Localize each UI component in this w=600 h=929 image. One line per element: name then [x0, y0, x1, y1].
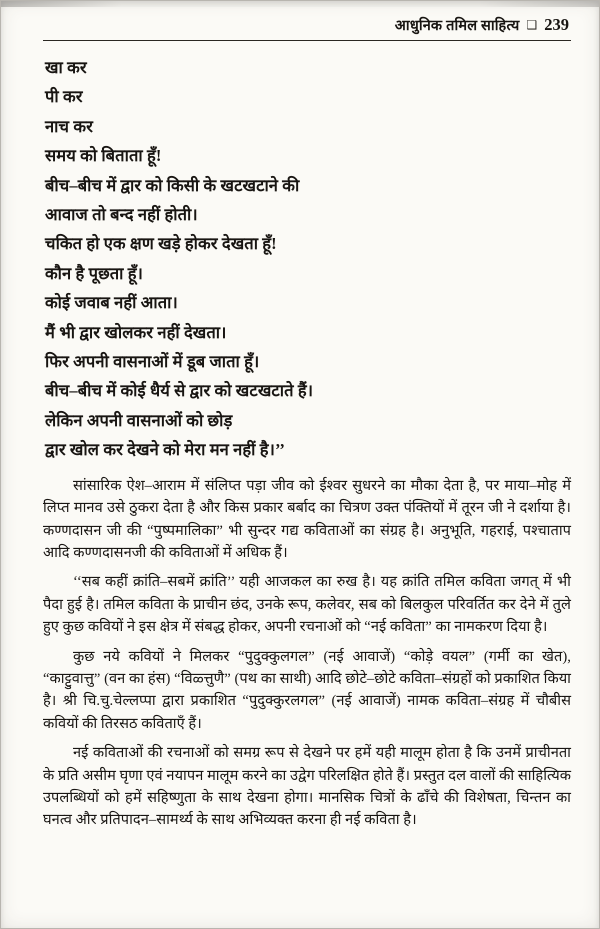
- poem-line: खा कर: [45, 58, 87, 77]
- page-number: 239: [544, 15, 569, 34]
- poem-line: समय को बिताता हूँ!: [45, 146, 162, 166]
- poem-line: कौन है पूछता हूँ।: [45, 263, 143, 283]
- poem-line: बीच–बीच में द्वार को किसी के खटखटाने की: [45, 175, 300, 195]
- poem-block: [43, 53, 571, 465]
- prose-block: [43, 475, 571, 832]
- paragraph: नई कविताओं की रचनाओं को समग्र रूप से देखने पर हमें यही मालूम होता है कि उनमें प्राचीनता के प्रति असीम घृणा एवं नयापन मालूम करने का उद्वेग परिलक्षित होते हैं। प्रस्तुत दल वालों की साहित्यिक उपलब्धियों को हमें सहिष्णुता के साथ देखना होगा। मानसिक चित्रों के ढाँचे की विशेषता, चिन्तन का घनत्व और प्रतिपादन–सामर्थ्य के साथ अभिव्यक्त करना ही नई कविता है।: [43, 745, 571, 829]
- poem-line: द्वार खोल कर देखने को मेरा मन नहीं है।’’: [45, 440, 285, 460]
- running-head-title: आधुनिक तमिल साहित्य: [394, 18, 520, 34]
- square-bullet-icon: ❑: [526, 18, 538, 32]
- poem-line: फिर अपनी वासनाओं में डूब जाता हूँ।: [45, 352, 260, 372]
- poem-line: मैं भी द्वार खोलकर नहीं देखता।: [45, 322, 227, 342]
- poem-line: नाच कर: [45, 116, 93, 136]
- poem-line: लेकिन अपनी वासनाओं को छोड़: [45, 410, 233, 430]
- poem-line: चकित हो एक क्षण खड़े होकर देखता हूँ!: [45, 234, 277, 254]
- poem-line: बीच–बीच में कोई धैर्य से द्वार को खटखटाते हैं।: [45, 381, 314, 401]
- scan-edge-artifact: [1, 1, 599, 7]
- poem-line: आवाज तो बन्द नहीं होती।: [45, 205, 198, 225]
- paragraph: कुछ नये कवियों ने मिलकर “पुदुक्कुलगल” (नई आवाजें) “कोड़े वयल” (गर्मी का खेत), “काट्टुवात्तु” (वन का हंस) “विळ्त्तुणै” (पथ का साथी) आदि छोटे–छोटे कविता–संग्रहों को प्रकाशित किया है। श्री चि.चु.चेल्लप्पा द्वारा प्रकाशित “पुदुक्कुरलगल” (नई आवाजें) नामक कविता–संग्रह में चौबीस कवियों की तिरसठ कविताएँ हैं।: [43, 648, 571, 732]
- running-head: [43, 11, 571, 35]
- poem-line: कोई जवाब नहीं आता।: [45, 293, 178, 313]
- poem-line: पी कर: [45, 87, 83, 107]
- header-rule: [43, 40, 571, 41]
- paragraph: सांसारिक ऐश–आराम में संलिप्त पड़ा जीव को ईश्वर सुधरने का मौका देता है, पर माया–मोह में लिप्त मानव उसे ठुकरा देता है और किस प्रकार बर्बाद का चित्रण उक्त पंक्तियों में तूरन जी ने दर्शाया है। कण्णदासन जी की “पुष्पमालिका” भी सुन्दर गद्य कविताओं का संग्रह है। अनुभूति, गहराई, पश्चाताप आदि कण्णदासनजी की कविताओं में अधिक हैं।: [43, 477, 571, 561]
- paragraph: ‘‘सब कहीं क्रांति–सबमें क्रांति’’ यही आजकल का रुख है। यह क्रांति तमिल कविता जगत् में भी पैदा हुई है। तमिल कविता के प्राचीन छंद, उनके रूप, कलेवर, सब को बिलकुल परिवर्तित कर देने में तुले हुए कुछ कवियों ने इस क्षेत्र में संबद्ध होकर, अपनी रचनाओं को “नई कविता” का नामकरण दिया है।: [43, 574, 571, 636]
